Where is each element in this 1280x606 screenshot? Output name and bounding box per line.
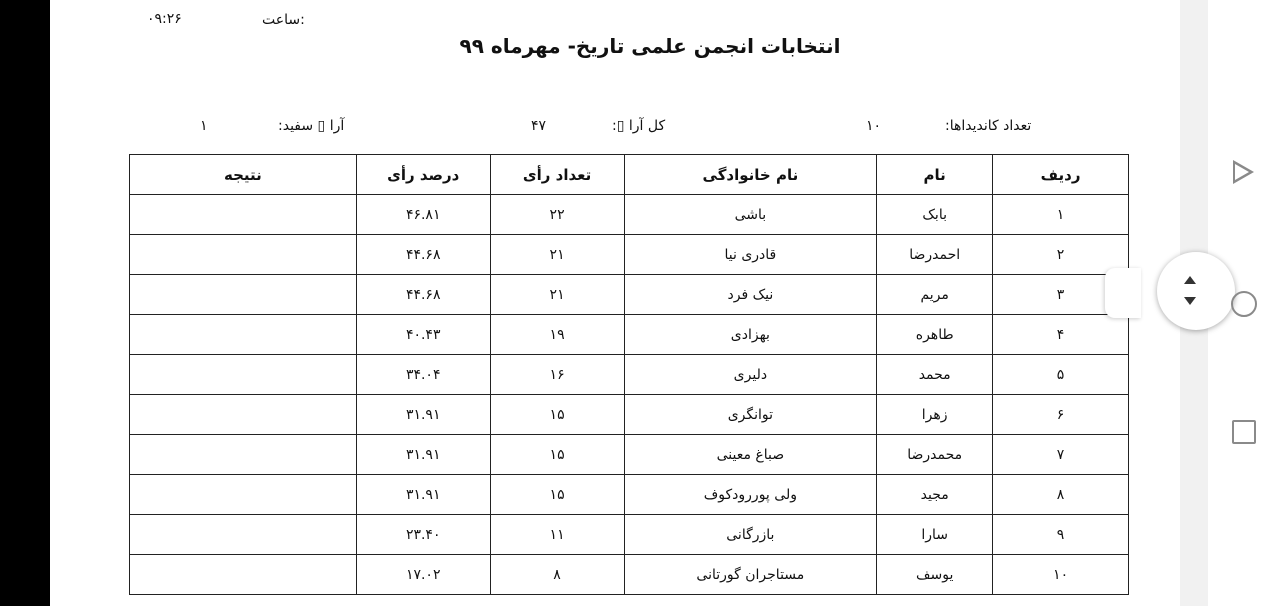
table-row (130, 275, 1129, 315)
row-number: ۵ (993, 355, 1129, 395)
vote-count: ۱۵ (490, 475, 624, 515)
vote-percent: ۴۰.۴۳ (356, 315, 490, 355)
table-row (130, 195, 1129, 235)
vote-percent: ۳۴.۰۴ (356, 355, 490, 395)
last-name: دلیری (624, 355, 877, 395)
arrow-up-icon (1184, 276, 1196, 284)
vote-percent: ۳۱.۹۱ (356, 435, 490, 475)
last-name: بازرگانی (624, 515, 877, 555)
first-name: زهرا (877, 395, 993, 435)
arrow-down-icon (1184, 297, 1196, 305)
total-votes-label: کل آرا ▯: (612, 118, 666, 134)
vote-percent: ۳۱.۹۱ (356, 475, 490, 515)
results-table (129, 154, 1129, 595)
vote-percent: ۳۱.۹۱ (356, 395, 490, 435)
header-row-number: ردیف (993, 155, 1129, 195)
vote-percent: ۴۶.۸۱ (356, 195, 490, 235)
table-row (130, 515, 1129, 555)
vote-count: ۱۱ (490, 515, 624, 555)
vote-count: ۸ (490, 555, 624, 595)
first-name: مجید (877, 475, 993, 515)
result (130, 275, 357, 315)
time-value: ۰۹:۲۶ (147, 11, 182, 27)
candidates-count-value: ۱۰ (866, 118, 882, 134)
fast-scroll-button[interactable] (1157, 252, 1235, 330)
result (130, 355, 357, 395)
first-name: طاهره (877, 315, 993, 355)
first-name: سارا (877, 515, 993, 555)
table-row (130, 355, 1129, 395)
row-number: ۱۰ (993, 555, 1129, 595)
back-triangle-icon[interactable] (1233, 160, 1254, 184)
row-number: ۶ (993, 395, 1129, 435)
first-name: محمدرضا (877, 435, 993, 475)
vote-count: ۲۱ (490, 235, 624, 275)
result (130, 235, 357, 275)
first-name: محمد (877, 355, 993, 395)
row-number: ۱ (993, 195, 1129, 235)
last-name: بهزادی (624, 315, 877, 355)
result (130, 555, 357, 595)
header-vote-count: تعداد رأی (490, 155, 624, 195)
row-number: ۸ (993, 475, 1129, 515)
vote-count: ۲۱ (490, 275, 624, 315)
recent-apps-square-icon[interactable] (1232, 420, 1256, 444)
left-black-bar (0, 0, 50, 606)
vote-count: ۱۵ (490, 395, 624, 435)
result (130, 195, 357, 235)
table-row (130, 395, 1129, 435)
first-name: یوسف (877, 555, 993, 595)
result (130, 435, 357, 475)
last-name: توانگری (624, 395, 877, 435)
page-title: انتخابات انجمن علمی تاریخ- مهرماه ۹۹ (459, 34, 841, 58)
time-label: ساعت: (262, 12, 305, 28)
last-name: قادری نیا (624, 235, 877, 275)
result (130, 315, 357, 355)
vote-count: ۱۶ (490, 355, 624, 395)
vote-percent: ۲۳.۴۰ (356, 515, 490, 555)
blank-votes-label: آرا ▯ سفید: (278, 118, 345, 134)
vote-percent: ۴۴.۶۸ (356, 235, 490, 275)
first-name: احمدرضا (877, 235, 993, 275)
row-number: ۳ (993, 275, 1129, 315)
table-header-row (130, 155, 1129, 195)
candidates-count-label: تعداد کاندیداها: (945, 118, 1032, 134)
vote-count: ۱۹ (490, 315, 624, 355)
first-name: بابک (877, 195, 993, 235)
header-result: نتیجه (130, 155, 357, 195)
blank-votes-value: ۱ (200, 118, 208, 134)
last-name: مستاجران گورتانی (624, 555, 877, 595)
row-number: ۹ (993, 515, 1129, 555)
last-name: باشی (624, 195, 877, 235)
vote-count: ۱۵ (490, 435, 624, 475)
vote-percent: ۴۴.۶۸ (356, 275, 490, 315)
row-number: ۲ (993, 235, 1129, 275)
vote-count: ۲۲ (490, 195, 624, 235)
scroll-handle-tab[interactable] (1105, 268, 1141, 318)
result (130, 475, 357, 515)
home-circle-icon[interactable] (1231, 291, 1257, 317)
table-row (130, 235, 1129, 275)
result (130, 395, 357, 435)
table-row (130, 435, 1129, 475)
total-votes-value: ۴۷ (531, 118, 547, 134)
table-row (130, 555, 1129, 595)
header-first-name: نام (877, 155, 993, 195)
last-name: صباغ معینی (624, 435, 877, 475)
row-number: ۴ (993, 315, 1129, 355)
table-row (130, 315, 1129, 355)
table-row (130, 475, 1129, 515)
result (130, 515, 357, 555)
header-vote-percent: درصد رأی (356, 155, 490, 195)
header-last-name: نام خانوادگی (624, 155, 877, 195)
row-number: ۷ (993, 435, 1129, 475)
last-name: ولی پوررودکوف (624, 475, 877, 515)
vote-percent: ۱۷.۰۲ (356, 555, 490, 595)
first-name: مریم (877, 275, 993, 315)
last-name: نیک فرد (624, 275, 877, 315)
